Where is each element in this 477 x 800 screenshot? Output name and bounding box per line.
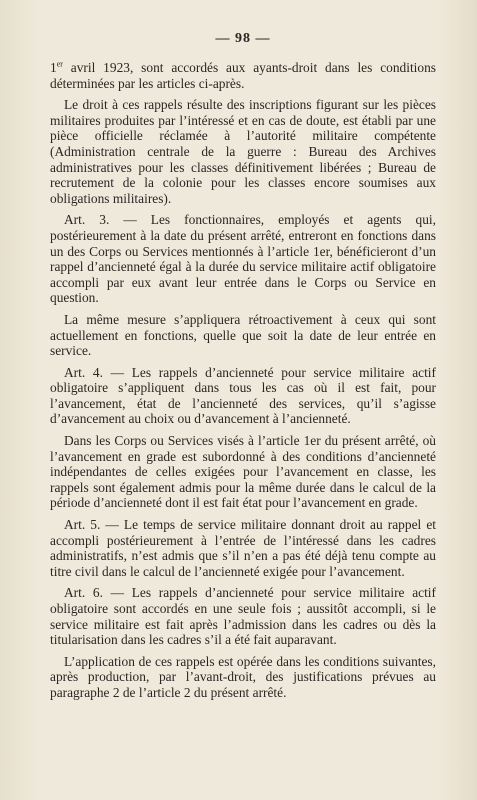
paragraph-article-3: Art. 3. — Les fonctionnaires, employés et agents qui, postérieurement à la date du présent arrêté, entreront en fonctions dans un des Corps ou Services mentionnés à l’article 1er, bénéficieront d’un rappel d’ancienneté égal à la durée du service militaire actif obligatoire accompli par eux avant leur entrée dans le Corps ou Service en question. xyxy=(50,212,436,306)
paragraph-6: Dans les Corps ou Services visés à l’article 1er du présent arrêté, où l’avancement en grade est subordonné à des conditions d’ancienneté indépendantes de celles exigées pour l’avancement en classe, les rappels sont également admis pour la même durée dans le calcul de la période d’ancienneté dont il est fait état pour l’avancement en grade. xyxy=(50,433,436,511)
paragraph-2: Le droit à ces rappels résulte des inscriptions figurant sur les pièces militaires produites par l’intéressé et en cas de doute, est établi par une pièce officielle réclamée à l’autorité militaire compétente (Administration centrale de la guerre : Bureau des Archives administratives pour les classes définitivement libérées ; Bureau de recrutement de la colonie pour les classes encore soumises aux obligations militaires). xyxy=(50,97,436,206)
page-number: — 98 — xyxy=(215,31,271,46)
paragraph-1-date-day: 1 xyxy=(50,60,57,75)
paragraph-article-5: Art. 5. — Le temps de service militaire donnant droit au rappel et accompli postérieurement à l’entrée de l’intéressé dans les cadres administratifs, n’est admis que s’il n’en a pas été déjà tenu compte au titre civil dans le calcul de l’ancienneté exigée pour l’avancement. xyxy=(50,517,436,579)
paragraph-1-text: avril 1923, sont accordés aux ayants-droit dans les conditions déterminées par les articles ci-après. xyxy=(50,60,436,91)
paragraph-1 xyxy=(50,60,436,91)
paragraph-9: L’application de ces rappels est opérée dans les conditions suivantes, après production, par l’avant-droit, des justifications prévues au paragraphe 2 de l’article 2 du présent arrêté. xyxy=(50,653,436,700)
paragraph-article-6: Art. 6. — Les rappels d’ancienneté pour service militaire actif obligatoire sont accordés en une seule fois ; aussitôt accompli, si le service militaire est fait après l’admission dans les cadres ou dès la titularisation dans les cadres s’il a été fait auparavant. xyxy=(50,585,436,648)
paragraph-1-date-suffix: er xyxy=(56,59,63,69)
paragraph-article-4: Art. 4. — Les rappels d’ancienneté pour service militaire actif obligatoire s’appliquent dans tous les cas où il est fait, pour l’avancement, état de l’ancienneté des services, qu’il s’agisse d’avancement au choix ou d’avancement à l’ancienneté. xyxy=(50,364,436,427)
paragraph-4: La même mesure s’appliquera rétroactivement à ceux qui sont actuellement en fonctions, quelle que soit la date de leur entrée en service. xyxy=(50,311,436,359)
